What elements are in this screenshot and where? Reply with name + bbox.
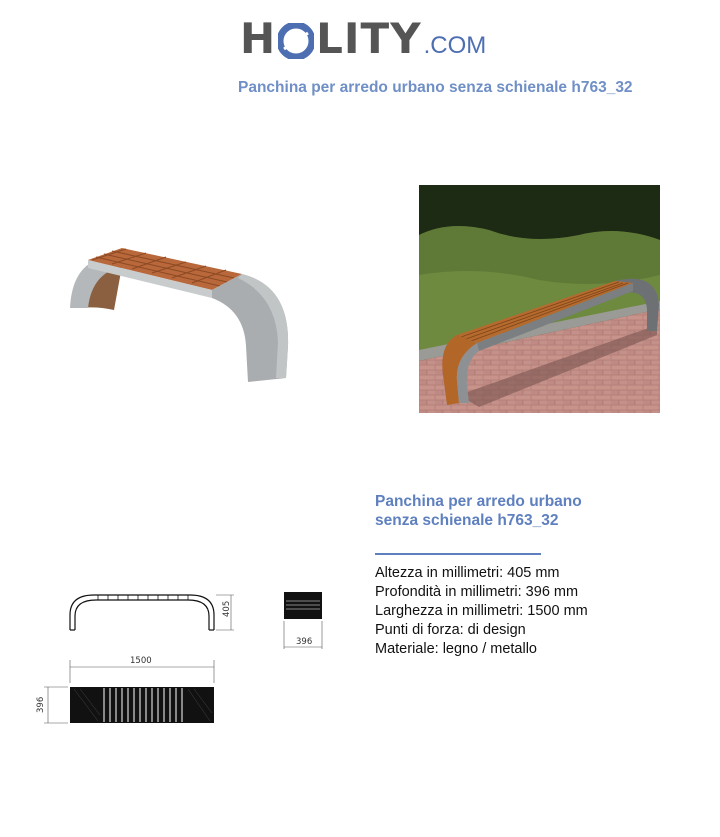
- height-dimension-label: 405: [222, 600, 232, 617]
- spec-divider: [375, 553, 541, 555]
- spec-title: Panchina per arredo urbano senza schienale h763_32: [375, 493, 582, 529]
- top-view-drawing: [70, 687, 214, 723]
- top-depth-dimension-label: 396: [36, 696, 46, 713]
- holity-logo[interactable]: [240, 14, 490, 70]
- page-title: Panchina per arredo urbano senza schienale h763_32: [238, 79, 633, 96]
- side-view-drawing: [284, 592, 322, 619]
- spec-item-strengths: Punti di forza: di design: [375, 622, 526, 638]
- logo-o-icon: [278, 23, 314, 59]
- spec-list: [375, 564, 588, 659]
- depth-dimension-label: 396: [296, 637, 313, 647]
- width-dimension-label: 1500: [130, 656, 152, 666]
- logo-text-lity: LITY: [316, 14, 422, 63]
- logo-text-h: H: [240, 14, 277, 63]
- technical-drawing: [28, 585, 338, 735]
- bench-render-image: [62, 236, 298, 386]
- spec-item-depth: Profondità in millimetri: 396 mm: [375, 584, 579, 600]
- bench-photo-image: [419, 185, 660, 413]
- logo-text-com: .COM: [423, 32, 487, 59]
- spec-item-width: Larghezza in millimetri: 1500 mm: [375, 603, 588, 619]
- spec-item-height: Altezza in millimetri: 405 mm: [375, 565, 560, 581]
- spec-item-material: Materiale: legno / metallo: [375, 641, 537, 657]
- front-view-drawing: [70, 595, 214, 630]
